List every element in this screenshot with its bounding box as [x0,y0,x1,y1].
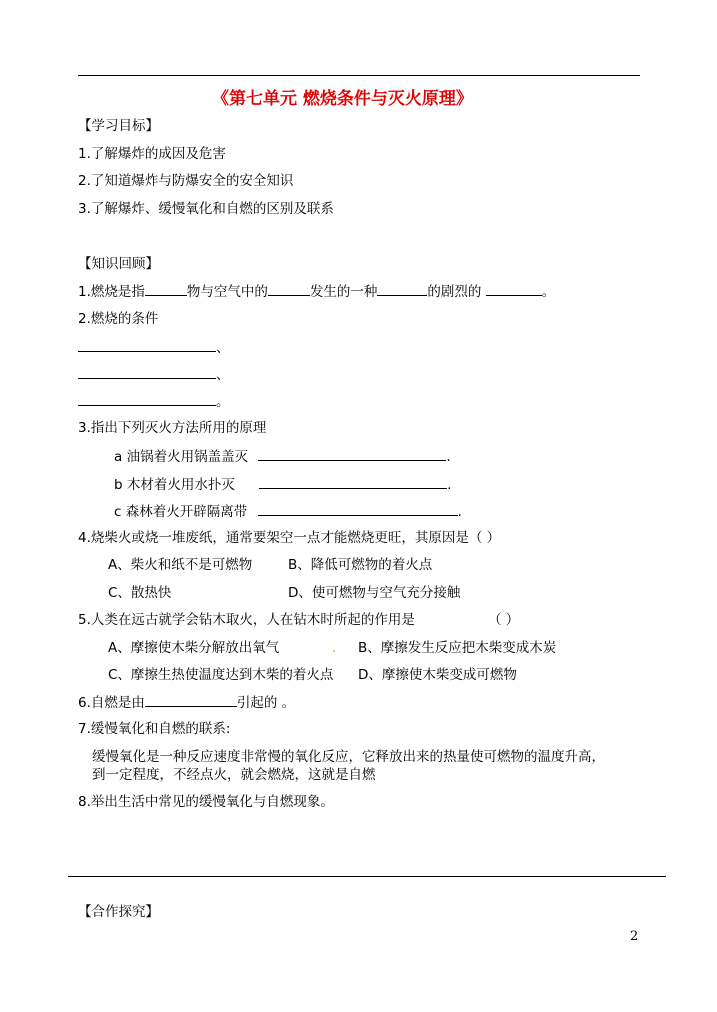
question-2: 2.燃烧的条件 [78,311,159,327]
q3-item-b [114,476,451,493]
question-4: 4.烧柴火或烧一堆废纸，通常要架空一点才能燃烧更旺，其原因是（ ） [78,530,501,546]
q4-option-a: A、柴火和纸不是可燃物 [108,557,253,573]
section-heading-goals: 【学习目标】 [78,118,159,134]
goal-item-1: 1.了解爆炸的成因及危害 [78,146,226,162]
section-heading-review: 【知识回顾】 [78,256,159,272]
q1-blank-2 [268,283,310,296]
q1-text-5: 。 [541,284,556,300]
q7-answer-line-1: 缓慢氧化是一种反应速度非常慢的氧化反应，它释放出来的热量使可燃物的温度升高， [92,749,605,765]
q3-item-a-text: a 油锅着火用锅盖盖灭 [114,449,249,465]
top-rule [78,75,640,76]
q5-option-a: A、摩擦使木柴分解放出氧气 [108,640,280,656]
q2-blank-line-1 [78,339,230,356]
q2-separator-1: 、 [216,340,230,356]
q3-item-a-blank [258,448,446,461]
page-number: 2 [630,929,639,944]
q4-option-c: C、散热快 [108,585,172,601]
q5-option-d: D、摩擦使木柴变成可燃物 [358,667,517,683]
q3-item-c [114,503,462,520]
section-heading-explore: 【合作探究】 [78,904,159,920]
q5-option-c: C、摩擦生热使温度达到木柴的着火点 [108,667,334,683]
q1-blank-4 [486,283,542,296]
question-8: 8.举出生活中常见的缓慢氧化与自燃现象。 [78,794,334,810]
q2-blank-line-3 [78,393,230,410]
goal-item-2: 2.了知道爆炸与防爆安全的安全知识 [78,173,294,189]
question-3: 3.指出下列灭火方法所用的原理 [78,420,267,436]
q1-text-2: 物与空气中的 [186,284,268,300]
q1-blank-3 [377,283,427,296]
q2-blank-1 [78,339,216,352]
q3-item-b-blank [259,476,447,489]
q1-text-1: 1.燃烧是指 [78,284,145,300]
q1-text-4: 的剧烈的 [427,284,482,300]
q3-item-c-end: . [457,504,462,520]
q2-blank-2 [78,366,216,379]
q3-item-b-text: b 木材着火用水扑灭 [114,477,235,493]
q1-blank-1 [145,283,187,296]
q6-text-2: 引起的 。 [236,695,296,711]
q5-answer-paren: （ ） [488,612,520,628]
q4-option-b: B、降低可燃物的着火点 [288,557,433,573]
q7-answer-line-2: 到一定程度，不经点火，就会燃烧，这就是自燃 [92,767,376,783]
bottom-rule [68,876,666,877]
q2-blank-3 [78,393,216,406]
q2-separator-2: 、 [216,367,230,383]
question-1 [78,283,555,300]
q5-stray-dot: . [332,640,337,656]
q4-option-d: D、使可燃物与空气充分接触 [288,585,461,601]
q3-item-b-end: . [447,477,452,493]
q6-text-1: 6.自燃是由 [78,695,145,711]
q2-blank-line-2 [78,366,230,383]
question-5: 5.人类在远古就学会钻木取火，人在钻木时所起的作用是 [78,612,415,628]
q3-item-a [114,448,451,465]
q3-item-a-end: . [446,449,451,465]
question-6 [78,694,295,711]
q2-separator-3: 。 [216,394,230,410]
goal-item-3: 3.了解爆炸、缓慢氧化和自燃的区别及联系 [78,201,334,217]
q3-item-c-blank [258,503,458,516]
q5-option-b: B、摩擦发生反应把木柴变成木炭 [358,640,557,656]
q3-item-c-text: c 森林着火开辟隔离带 [114,504,248,520]
question-7: 7.缓慢氧化和自燃的联系: [78,721,231,737]
q6-blank [145,694,237,707]
page-title: 《第七单元 燃烧条件与灭火原理》 [212,89,473,109]
q1-text-3: 发生的一种 [309,284,378,300]
